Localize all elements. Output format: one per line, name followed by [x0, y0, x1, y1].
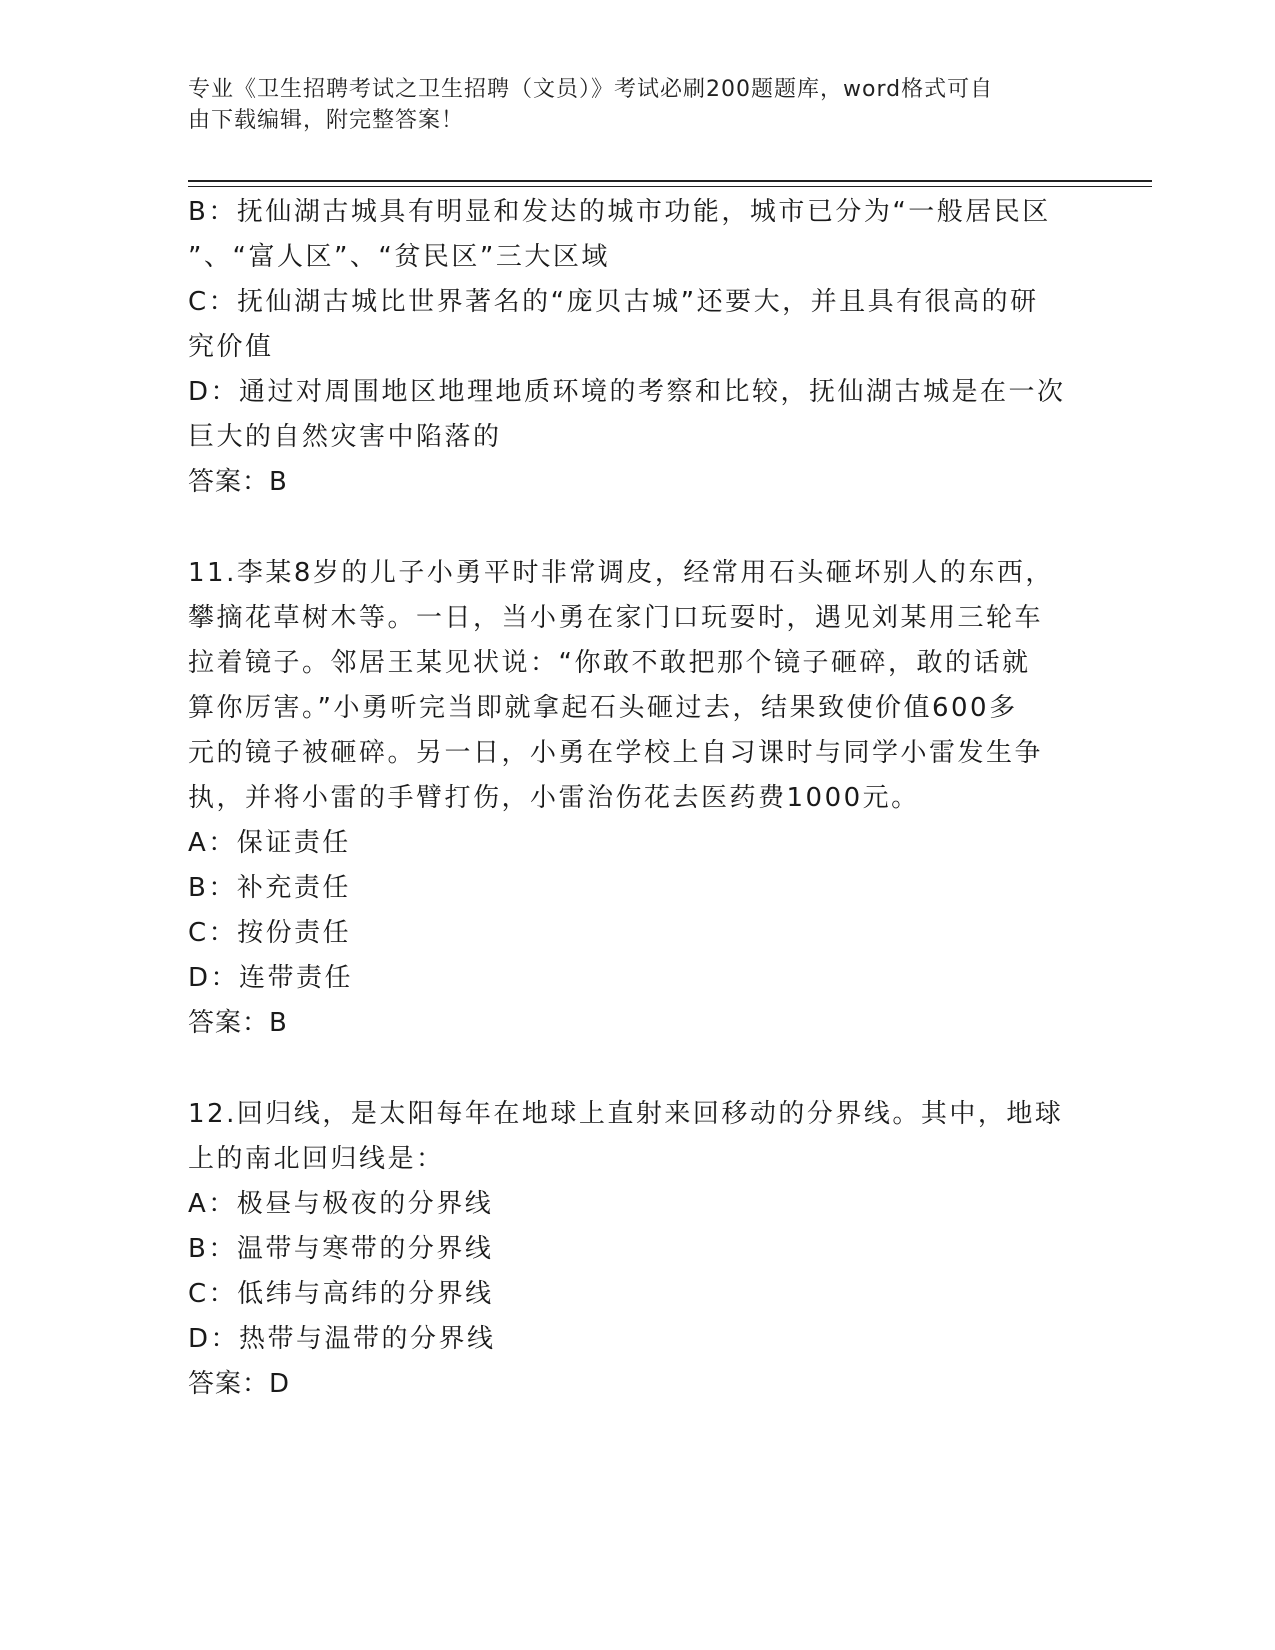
question-stem-line: 12.回归线，是太阳每年在地球上直射来回移动的分界线。其中，地球	[188, 1099, 1064, 1129]
option-b-line-1: B：抚仙湖古城具有明显和发达的城市功能，城市已分为“一般居民区	[188, 197, 1051, 227]
option-d: D：热带与温带的分界线	[188, 1324, 496, 1354]
header-title-line-1: 专业《卫生招聘考试之卫生招聘（文员）》考试必刷200题题库，word格式可自	[188, 77, 994, 102]
question-stem-line: 11.李某8岁的儿子小勇平时非常调皮，经常用石头砸坏别人的东西，	[188, 558, 1054, 588]
option-c: C：低纬与高纬的分界线	[188, 1279, 494, 1309]
header-title-line-2: 由下载编辑，附完整答案！	[188, 108, 465, 133]
answer-line: 答案：B	[188, 467, 288, 497]
answer-line: 答案：D	[188, 1369, 291, 1399]
header-divider-thin	[188, 186, 1152, 187]
option-b: B：温带与寒带的分界线	[188, 1234, 494, 1264]
question-stem-line: 上的南北回归线是：	[188, 1144, 445, 1174]
question-12	[188, 1092, 1088, 1407]
option-b-line-2: ”、“富人区”、“贫民区”三大区域	[188, 242, 610, 272]
question-10-tail	[188, 190, 1088, 505]
option-a: A：极昼与极夜的分界线	[188, 1189, 494, 1219]
question-stem-line: 算你厉害。”小勇听完当即就拿起石头砸过去，结果致使价值600多	[188, 693, 1018, 723]
option-b: B：补充责任	[188, 873, 351, 903]
spacer	[188, 1046, 1088, 1092]
option-d-line-2: 巨大的自然灾害中陷落的	[188, 422, 502, 452]
document-header	[188, 74, 1068, 136]
option-c-line-2: 究价值	[188, 332, 274, 362]
header-divider-thick	[188, 180, 1152, 182]
question-stem-line: 攀摘花草树木等。一日，当小勇在家门口玩耍时，遇见刘某用三轮车	[188, 603, 1044, 633]
option-d-line-1: D：通过对周围地区地理地质环境的考察和比较，抚仙湖古城是在一次	[188, 377, 1066, 407]
option-c-line-1: C：抚仙湖古城比世界著名的“庞贝古城”还要大，并且具有很高的研	[188, 287, 1039, 317]
option-a: A：保证责任	[188, 828, 351, 858]
question-stem-line: 元的镜子被砸碎。另一日，小勇在学校上自习课时与同学小雷发生争	[188, 738, 1044, 768]
option-d: D：连带责任	[188, 963, 354, 993]
document-body	[188, 190, 1088, 1407]
question-stem-line: 拉着镜子。邻居王某见状说：“你敢不敢把那个镜子砸碎，敢的话就	[188, 648, 1031, 678]
answer-line: 答案：B	[188, 1008, 288, 1038]
question-stem-line: 执，并将小雷的手臂打伤，小雷治伤花去医药费1000元。	[188, 783, 920, 813]
question-11	[188, 551, 1088, 1046]
spacer	[188, 505, 1088, 551]
option-c: C：按份责任	[188, 918, 352, 948]
